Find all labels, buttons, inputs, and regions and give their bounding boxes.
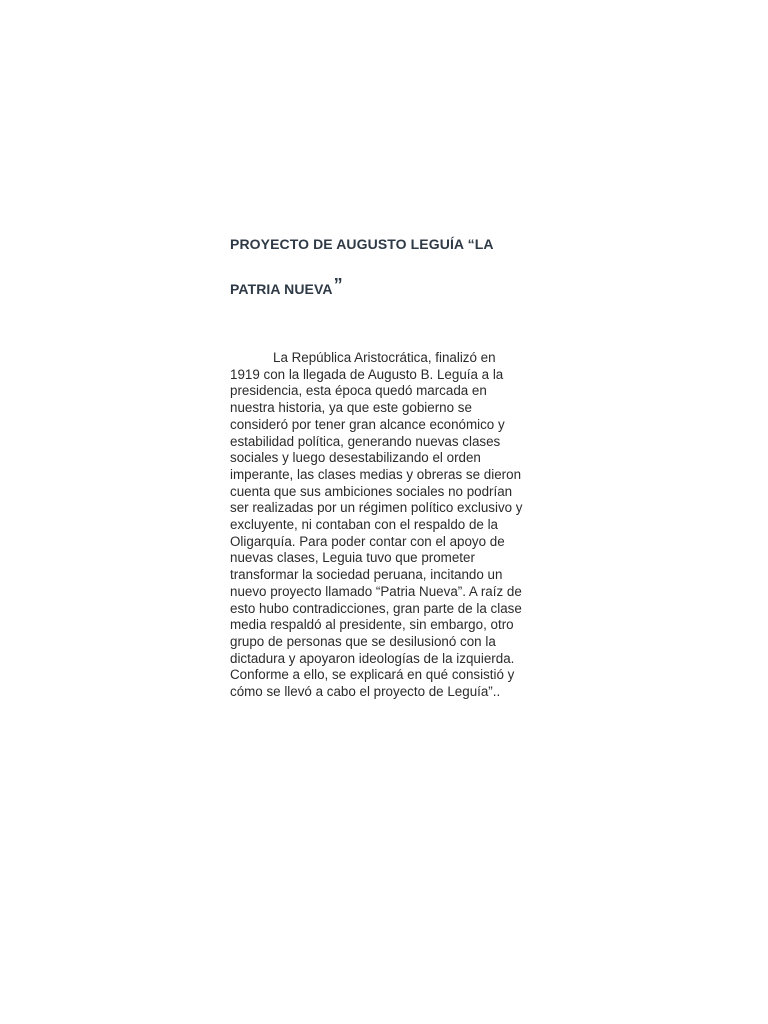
paragraph-line: nuestra historia, ya que este gobierno se — [230, 400, 472, 416]
paragraph-line: Oligarquía. Para poder contar con el apoyo de — [230, 533, 505, 549]
paragraph-line: 1919 con la llegada de Augusto B. Leguía a la — [230, 366, 504, 382]
paragraph-line: media respaldó al presidente, sin embargo, otro — [230, 617, 514, 633]
paragraph-line: sociales y luego desestabilizando el orden — [230, 450, 481, 466]
document-title-text: PATRIA NUEVA — [230, 281, 333, 297]
paragraph-line: imperante, las clases medias y obreras se dieron — [230, 466, 522, 482]
document-title-line-1: PROYECTO DE AUGUSTO LEGUÍA “LA — [230, 236, 494, 252]
paragraph-line: Conforme a ello, se explicará en qué consistió y — [230, 667, 515, 683]
paragraph-line: nuevas clases, Leguia tuvo que prometer — [230, 550, 475, 566]
paragraph-line: cuenta que sus ambiciones sociales no podrían — [230, 483, 513, 499]
paragraph-line: ser realizadas por un régimen político exclusivo y — [230, 500, 523, 516]
paragraph-line: esto hubo contradicciones, gran parte de la clase — [230, 600, 522, 616]
paragraph-line: cómo se llevó a cabo el proyecto de Leguía”.. — [230, 684, 501, 700]
paragraph-line: consideró por tener gran alcance económico y — [230, 416, 505, 432]
paragraph-line: transformar la sociedad peruana, incitando un — [230, 567, 503, 583]
paragraph-line: estabilidad política, generando nuevas clases — [230, 433, 501, 449]
paragraph-line: grupo de personas que se desilusionó con la — [230, 633, 496, 649]
document-paragraph — [230, 350, 540, 701]
document-title-line-2 — [230, 275, 343, 299]
paragraph-line: presidencia, esta época quedó marcada en — [230, 383, 487, 399]
document-title-closing-quote: ” — [333, 275, 343, 295]
paragraph-line: La República Aristocrática, finalizó en — [273, 350, 496, 365]
paragraph-line: nuevo proyecto llamado “Patria Nueva”. A raíz de — [230, 583, 522, 599]
paragraph-line: excluyente, ni contaban con el respaldo de la — [230, 517, 498, 533]
paragraph-line: dictadura y apoyaron ideologías de la izquierda. — [230, 650, 515, 666]
